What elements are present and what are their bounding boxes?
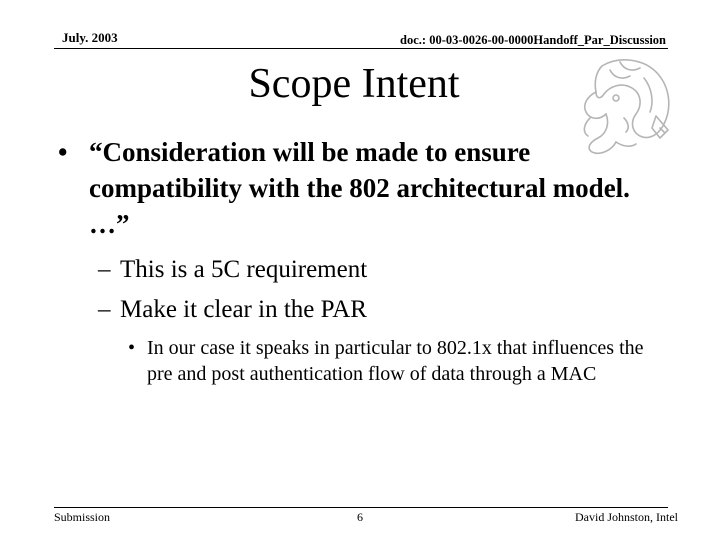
bullet-mark: • — [58, 137, 68, 167]
footer-submission: Submission — [54, 510, 111, 524]
dash-mark: – — [98, 256, 111, 283]
bullet-level1 — [58, 134, 648, 242]
bullet-level1-text: “Consideration will be made to ensure compatibility with the 802 architectural model. …” — [89, 137, 630, 239]
bullet-level2-text: This is a 5C requirement — [120, 256, 368, 283]
bullet-mark-small: • — [128, 337, 136, 359]
header-date: July. 2003 — [62, 30, 118, 45]
dash-mark: – — [98, 296, 111, 323]
bullet-level2-text: Make it clear in the PAR — [120, 296, 367, 323]
bullet-level2-item — [98, 254, 367, 286]
footer-author: David Johnston, Intel — [575, 510, 678, 524]
header-doc-id: doc.: 00-03-0026-00-0000Handoff_Par_Discussion — [400, 33, 666, 47]
footer-divider — [54, 507, 668, 508]
footer-page-number: 6 — [357, 510, 363, 524]
bullet-level2-item — [98, 294, 367, 326]
bullet-level3 — [128, 335, 648, 387]
bullet-level3-text: In our case it speaks in particular to 802.1x that influences the pre and post authentication flow of data through a MAC — [147, 337, 644, 385]
slide-title: Scope Intent — [248, 61, 460, 107]
